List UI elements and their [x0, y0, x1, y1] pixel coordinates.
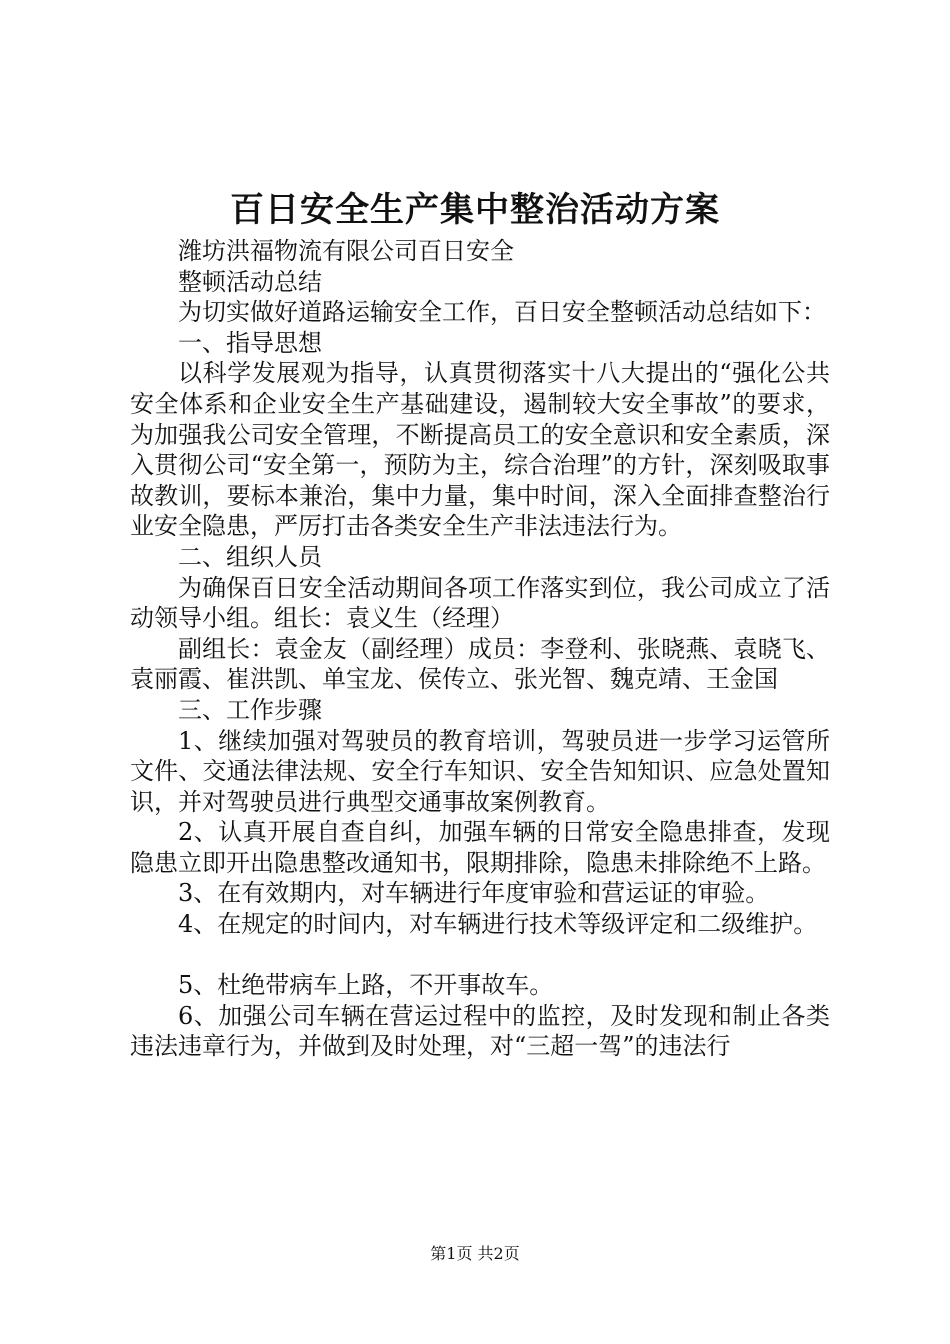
section-heading-organization: 二、组织人员	[178, 542, 322, 571]
paragraph-guiding-thought: 以科学发展观为指导，认真贯彻落实十八大提出的“强化公共安全体系和企业安全生产基础建设，遏制较大安全事故”的要求，为加强我公司安全管理，不断提高员工的安全意识和安全素质，深入贯彻公司“安全第一，预防为主，综合治理”的方针，深刻吸取事故教训，要标本兼治，集中力量，集中时间，深入全面排查整治行业安全隐患，严厉打击各类安全生产非法违法行为。	[130, 359, 830, 541]
paragraph-step-1: 1、继续加强对驾驶员的教育培训，驾驶员进一步学习运管所文件、交通法律法规、安全行车知识、安全告知知识、应急处置知识，并对驾驶员进行典型交通事故案例教育。	[130, 726, 830, 816]
section-heading-guiding-thought: 一、指导思想	[178, 328, 322, 357]
paragraph-company: 潍坊洪福物流有限公司百日安全	[178, 237, 514, 265]
paragraph-members: 副组长：袁金友（副经理）成员：李登利、张晓燕、袁晓飞、袁丽霞、崔洪凯、单宝龙、侯传立、张光智、魏克靖、王金国	[130, 634, 830, 694]
blank-line	[130, 940, 830, 971]
paragraph-subtitle: 整顿活动总结	[178, 267, 322, 296]
paragraph-step-6: 6、加强公司车辆在营运过程中的监控，及时发现和制止各类违法违章行为，并做到及时处理，对“三超一驾”的违法行	[130, 1001, 830, 1061]
paragraph-step-5: 5、杜绝带病车上路，不开事故车。	[178, 971, 554, 1000]
paragraph-step-4: 4、在规定的时间内，对车辆进行技术等级评定和二级维护。	[178, 910, 818, 939]
paragraph-leader: 为确保百日安全活动期间各项工作落实到位，我公司成立了活动领导小组。组长：袁义生（经理）	[130, 573, 830, 633]
document-title: 百日安全生产集中整治活动方案	[230, 190, 720, 230]
section-heading-work-steps: 三、工作步骤	[178, 695, 322, 724]
paragraph-intro: 为切实做好道路运输安全工作，百日安全整顿活动总结如下：	[178, 298, 826, 327]
document-body	[130, 236, 830, 1062]
paragraph-step-2: 2、认真开展自查自纠，加强车辆的日常安全隐患排查，发现隐患立即开出隐患整改通知书，限期排除，隐患未排除绝不上路。	[130, 818, 830, 877]
paragraph-step-3: 3、在有效期内，对车辆进行年度审验和营运证的审验。	[178, 879, 770, 908]
page-footer: 第1页 共2页	[430, 1244, 520, 1263]
